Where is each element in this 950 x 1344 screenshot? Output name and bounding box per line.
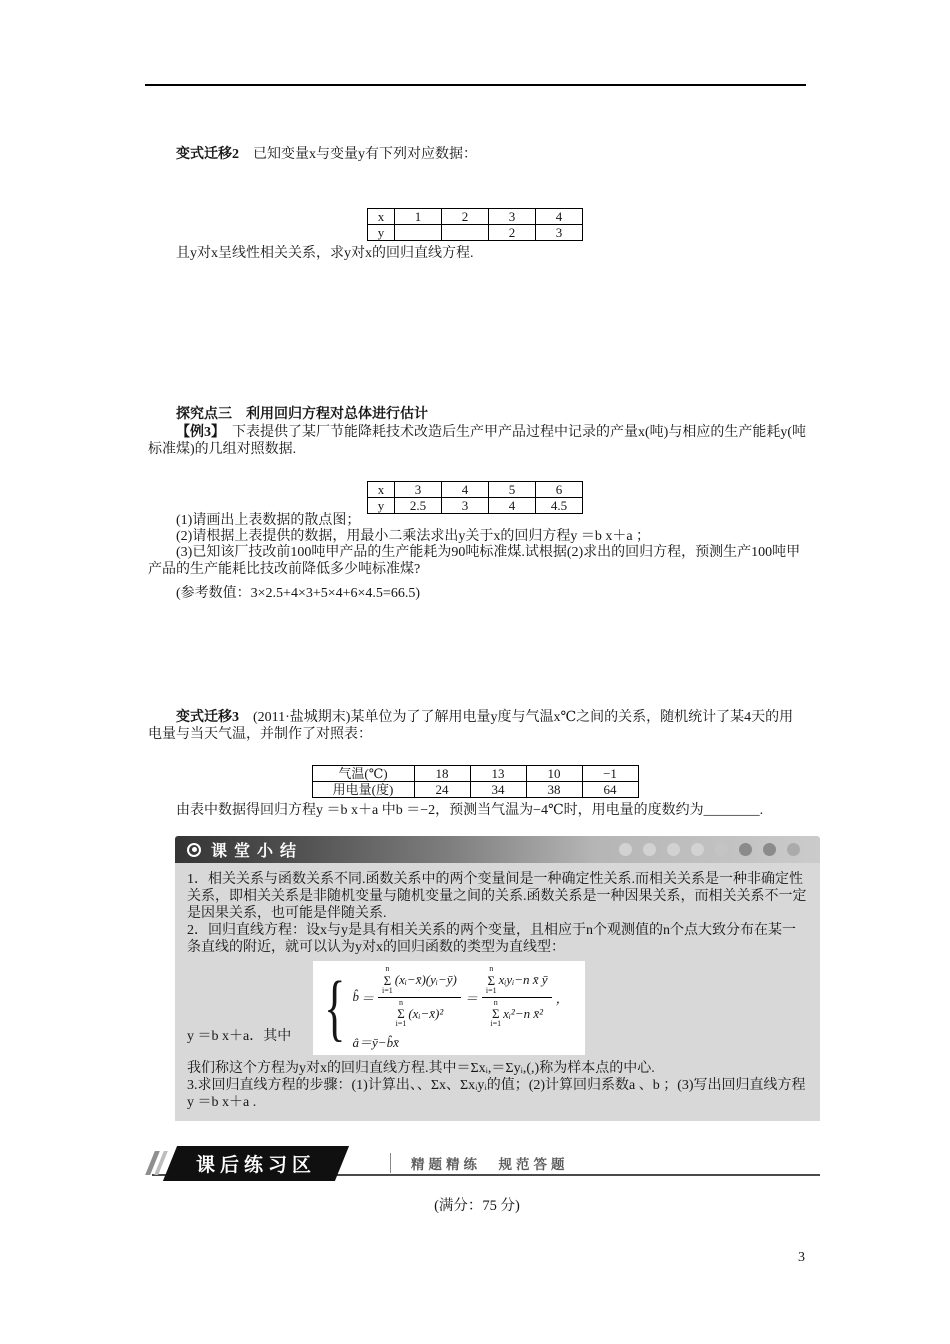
denominator-expression: xᵢ²−n x̄² [503,1005,544,1021]
table-cell: 10 [526,766,582,782]
table-cell: 38 [526,782,582,798]
table-cell: 3 [536,225,583,241]
table-row [368,498,583,514]
variation3-label: 变式迁移3 [176,710,239,725]
variation3-conclusion: 由表中数据得回归方程y ＝b x＋a 中b ＝−2，预测当气温为−4℃时，用电量的度数约为________. [176,803,764,818]
b-hat-formula-line [353,965,569,1029]
variation2-table [367,208,583,241]
fraction-numerator [482,965,552,998]
fraction-2 [482,965,552,1029]
table-cell: 4 [489,498,536,514]
vertical-divider [390,1153,391,1173]
decor-dot-icon [691,843,704,856]
table-cell: 6 [536,482,583,498]
summation-symbol: n Σ i=1 [485,964,497,995]
example3-label: 【例3】 [176,425,218,440]
variation3-intro-text: (2011·盐城期末)某单位为了了解用电量y度与气温x℃之间的关系，随机统计了某4天的用电量与当天气温，并制作了对照表： [148,710,794,742]
decor-dot-icon [619,843,632,856]
bullet-circle-icon [187,843,201,857]
formula-column [353,965,569,1051]
example3-text: 下表提供了某厂节能降耗技术改造后生产甲产品过程中记录的产量x(吨)与相应的生产能耗y(吨标准煤)的几组对照数据. [148,425,806,457]
table-cell: 18 [414,766,470,782]
fraction-numerator [378,965,461,998]
homework-banner-label: 课后练习区 [196,1154,317,1176]
homework-banner-slogan: 精题精练 规范答题 [411,1157,569,1172]
table-cell: 用电量(度) [312,782,414,798]
numerator-expression: xᵢyᵢ−n x̄ ȳ [498,972,548,988]
variation3-table [312,765,639,798]
decor-dot-icon [787,843,800,856]
table-cell: −1 [582,766,638,782]
equals-sign: ＝ [464,990,478,1006]
equals-sign: ＝ [361,990,375,1006]
explore3-heading: 探究点三 利用回归方程对总体进行估计 [176,407,428,422]
table-cell: 3 [489,209,536,225]
summary-point-1: 1．相关关系与函数关系不同.函数关系中的两个变量间是一种确定性关系.而相关关系是一种非确定性关系，即相关关系是非随机变量与随机变量之间的关系.函数关系是一种因果关系，而相关关系不一定是因果关系，也可能是伴随关系. [187,872,807,921]
table-cell: 34 [470,782,526,798]
table-row [368,209,583,225]
variation3-table-wrap [0,765,950,798]
summary-point-3: 3.求回归直线方程的步骤：(1)计算出、、Σx、Σxᵢyᵢ的值；(2)计算回归系数a 、b ；(3)写出回归直线方程y ＝b x＋a . [187,1078,806,1110]
decor-dot-icon [739,843,752,856]
summary-point-2-end: 我们称这个方程为y对x的回归直线方程.其中＝Σxᵢ,＝Σyᵢ,(,)称为样本点的中心. [187,1061,655,1076]
regression-equation-text: y ＝b x＋a．其中 [187,1029,292,1044]
table-cell: y [368,225,395,241]
variation2-followup: 且y对x呈线性相关关系，求y对x的回归直线方程. [176,246,474,261]
decor-dot-icon [715,843,728,856]
table-cell: 1 [395,209,442,225]
summation-symbol: n Σ i=1 [395,997,407,1029]
table-cell: 气温(℃) [312,766,414,782]
reference-values: (参考数值：3×2.5+4×3+5×4+6×4.5=66.5) [176,586,420,601]
summation-symbol: n Σ i=1 [382,964,393,995]
question-2: (2)请根据上表提供的数据，用最小二乘法求出y关于x的回归方程y ＝b x＋a ； [176,529,651,544]
lesson-summary-title: 课堂小结 [211,843,304,860]
regression-formula-row [187,961,808,1057]
table-row [368,225,583,241]
table-cell: 24 [414,782,470,798]
table-row [368,482,583,498]
table-cell: 5 [489,482,536,498]
homework-banner-shape [163,1146,349,1181]
table-row [312,766,638,782]
b-hat-symbol: b̂ [352,989,360,1005]
fraction-denominator [396,998,444,1030]
table-cell: x [368,482,395,498]
decor-dot-icon [763,843,776,856]
page-number: 3 [798,1250,805,1265]
variation2-table-wrap [0,208,950,241]
fraction-denominator [490,998,543,1030]
a-hat-formula-line: â＝ȳ−b̂x̄ [352,1035,399,1051]
table-cell [395,225,442,241]
lesson-summary-box [175,863,820,1121]
decor-dot-icon [643,843,656,856]
table-cell: 4 [442,482,489,498]
bullet-dot-icon [192,847,197,852]
table-cell: 2 [442,209,489,225]
summation-symbol: n Σ i=1 [490,997,502,1029]
summary-point-2: 2．回归直线方程：设x与y是具有相关关系的两个变量，且相应于n个观测值的n个点大致分布在某一条直线的附近，就可以认为y对x的回归函数的类型为直线型： [187,923,796,955]
least-squares-formula [313,961,585,1055]
variation2-label: 变式迁移2 [176,147,239,162]
table-cell: 13 [470,766,526,782]
table-cell: x [368,209,395,225]
fraction-1 [378,965,461,1029]
table-cell: 64 [582,782,638,798]
example3-table-wrap [0,481,950,514]
variation2-intro-text: 已知变量x与变量y有下列对应数据： [239,147,477,162]
table-cell: 4 [536,209,583,225]
table-cell: 3 [442,498,489,514]
example3-paragraph [148,425,806,458]
example3-table [367,481,583,514]
denominator-expression: (xᵢ−x̄)² [408,1005,444,1021]
variation2-paragraph [148,147,806,164]
header-rule [145,84,806,86]
table-cell: 3 [395,482,442,498]
comma: ， [555,990,569,1006]
numerator-expression: (xᵢ−x̄)(yᵢ−ȳ) [394,972,457,988]
total-score-line: (满分：75 分) [434,1198,520,1214]
decor-dot-icon [667,843,680,856]
decorative-dots [619,843,808,856]
lesson-summary-banner [175,836,820,863]
question-3: (3)已知该厂技改前100吨甲产品的生产能耗为90吨标准煤.试根据(2)求出的回归方程，预测生产100吨甲产品的生产能耗比技改前降低多少吨标准煤? [148,545,801,577]
table-row [312,782,638,798]
table-cell: 2.5 [395,498,442,514]
homework-section-banner [150,1146,820,1180]
left-brace: { [324,967,346,1050]
table-cell: y [368,498,395,514]
table-cell: 2 [489,225,536,241]
table-cell [442,225,489,241]
variation3-paragraph [148,710,806,743]
table-cell: 4.5 [536,498,583,514]
question-1: (1)请画出上表数据的散点图； [176,513,361,528]
